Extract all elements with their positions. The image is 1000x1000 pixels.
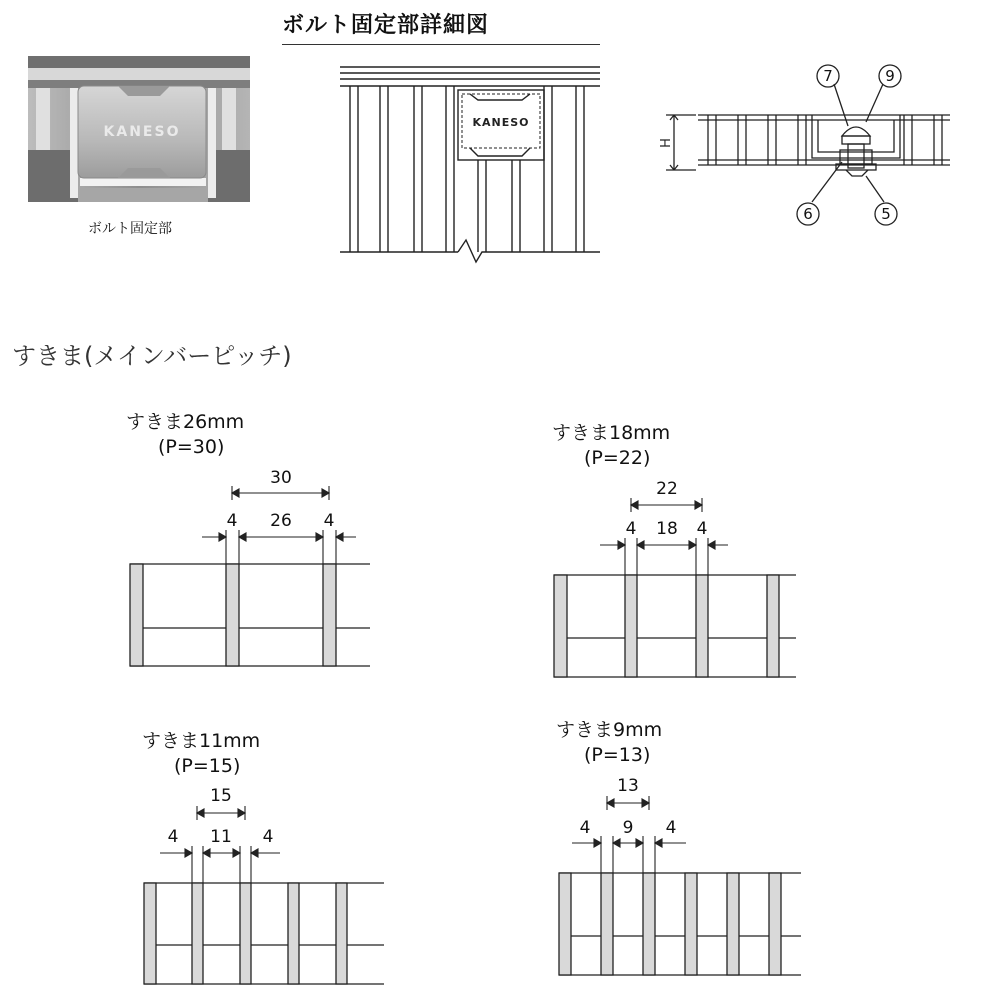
grating-panel-9mm bbox=[559, 776, 801, 975]
photo-caption: ボルト固定部 bbox=[88, 221, 172, 237]
bar-dimension-right: 4 bbox=[323, 511, 335, 531]
drawing-logo: KANESO bbox=[472, 116, 530, 129]
callout-9: 9 bbox=[885, 67, 895, 85]
grating-panel-11mm bbox=[144, 786, 384, 984]
callout-5: 5 bbox=[881, 205, 891, 223]
callout-7: 7 bbox=[823, 67, 833, 85]
bar-dimension-right: 4 bbox=[262, 827, 274, 847]
pitch-dimension: 15 bbox=[210, 786, 232, 806]
panel-label-11mm: すきま11mm bbox=[142, 730, 261, 752]
grating-panel-18mm bbox=[554, 479, 796, 677]
panel-pitch-26mm: (P=30) bbox=[158, 436, 225, 458]
gap-dimension: 26 bbox=[270, 511, 292, 531]
grating-panel-26mm bbox=[130, 468, 370, 666]
bar-dimension-left: 4 bbox=[625, 519, 637, 539]
panel-pitch-9mm: (P=13) bbox=[584, 744, 651, 766]
section-view bbox=[666, 65, 950, 225]
gap-dimension: 11 bbox=[210, 827, 232, 847]
section-heading: すきま(メインバーピッチ) bbox=[12, 342, 292, 370]
callout-6: 6 bbox=[803, 205, 813, 223]
pitch-dimension: 13 bbox=[617, 776, 639, 796]
pitch-dimension: 22 bbox=[656, 479, 678, 499]
bar-dimension-left: 4 bbox=[167, 827, 179, 847]
bolt-fixing-photo bbox=[28, 56, 250, 202]
photo-logo: KANESO bbox=[103, 124, 181, 140]
panel-label-26mm: すきま26mm bbox=[126, 411, 245, 433]
gap-dimension: 18 bbox=[656, 519, 678, 539]
bar-dimension-right: 4 bbox=[696, 519, 708, 539]
gap-dimension: 9 bbox=[622, 818, 634, 838]
bar-dimension-left: 4 bbox=[579, 818, 591, 838]
panel-label-9mm: すきま9mm bbox=[556, 719, 663, 741]
bar-dimension-right: 4 bbox=[665, 818, 677, 838]
page-title: ボルト固定部詳細図 bbox=[282, 13, 490, 38]
top-view-drawing bbox=[340, 67, 600, 262]
bar-dimension-left: 4 bbox=[226, 511, 238, 531]
panel-pitch-11mm: (P=15) bbox=[174, 755, 241, 777]
pitch-dimension: 30 bbox=[270, 468, 292, 488]
height-label: H bbox=[659, 138, 674, 148]
panel-pitch-18mm: (P=22) bbox=[584, 447, 651, 469]
panel-label-18mm: すきま18mm bbox=[552, 422, 671, 444]
